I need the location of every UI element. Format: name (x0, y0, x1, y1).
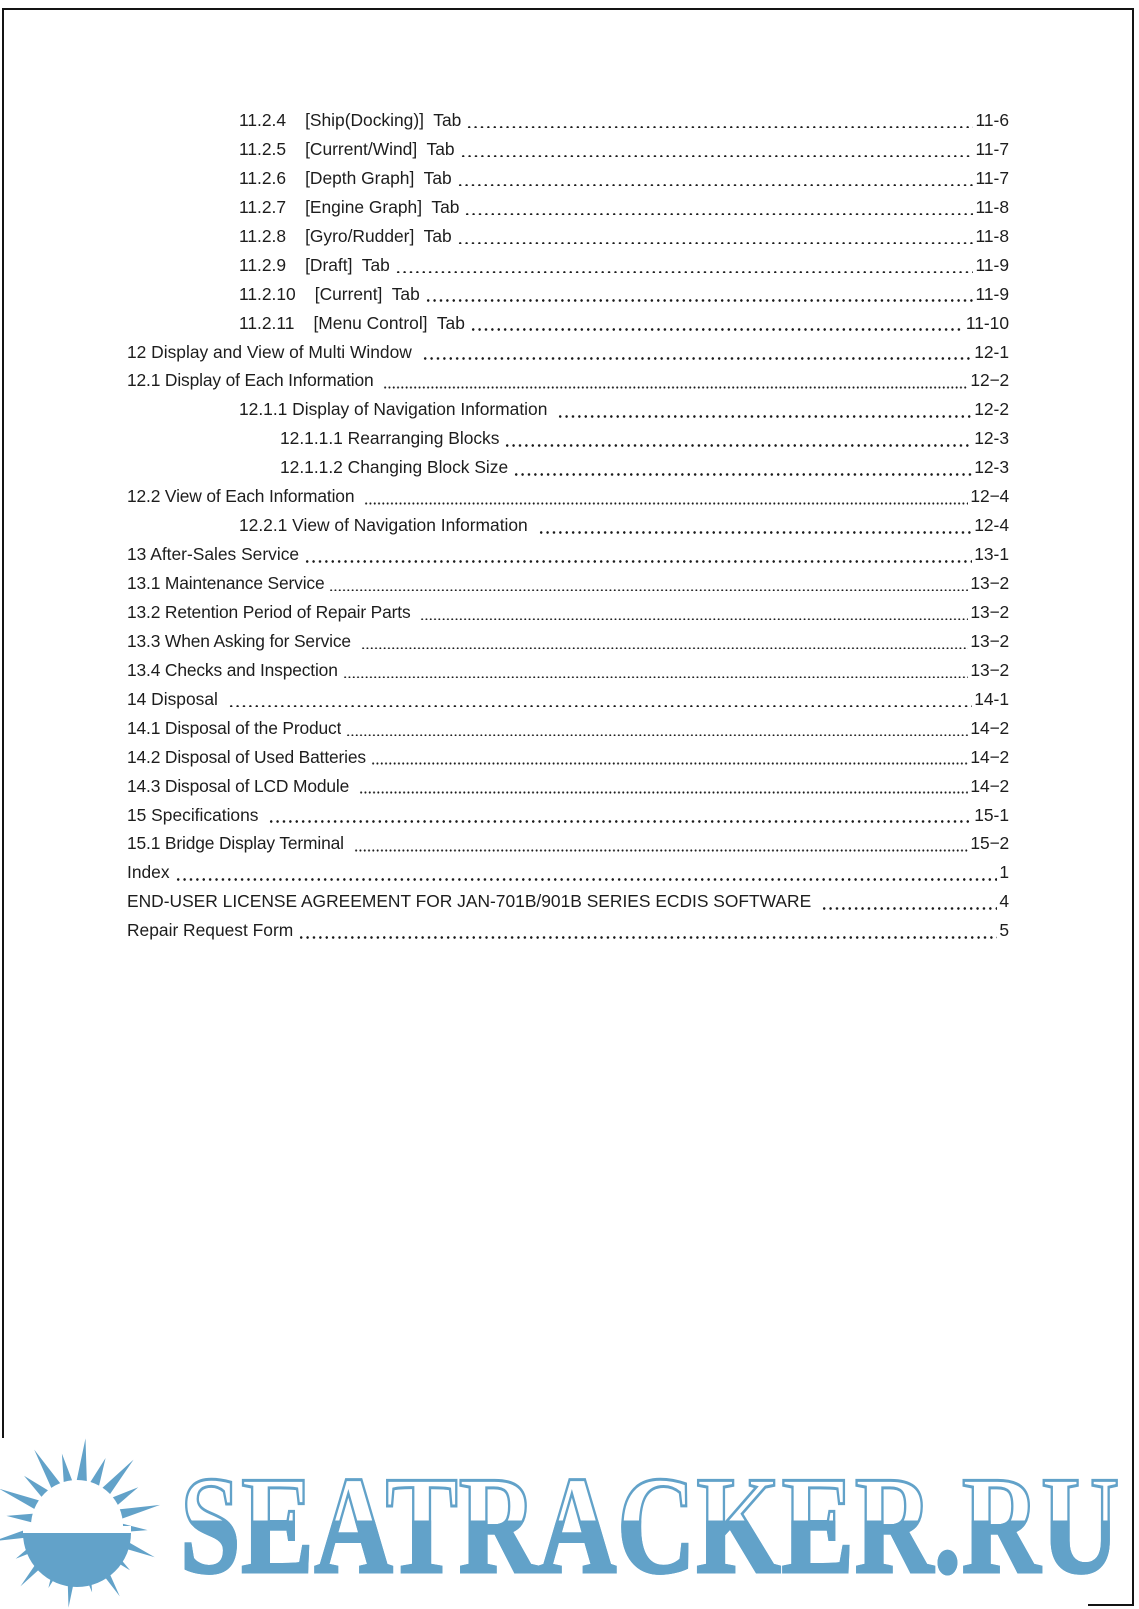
toc-entry[interactable] (127, 106, 1009, 135)
toc-entry[interactable] (127, 135, 1009, 164)
sun-reflection (23, 1533, 131, 1587)
dot-leader-icon (383, 386, 968, 389)
dot-leader-icon (504, 444, 972, 447)
toc-entry-page: 14−2 (970, 746, 1009, 767)
dot-leader-icon (466, 126, 973, 129)
toc-entry-number: 11.2.4 (239, 110, 287, 130)
dot-leader-icon (298, 936, 997, 939)
toc-entry-page: 11-10 (965, 312, 1009, 333)
toc-entry[interactable] (127, 482, 1009, 511)
toc-entry-title: 12.1 Display of Each Information (127, 370, 379, 391)
toc-entry-page: 15-1 (974, 804, 1009, 825)
toc-entry[interactable] (127, 540, 1009, 569)
table-of-contents (127, 106, 1009, 945)
toc-entry-page: 11-8 (975, 196, 1009, 217)
dot-leader-icon (343, 676, 969, 679)
toc-entry[interactable] (127, 453, 1009, 482)
dot-leader-icon (228, 705, 972, 708)
toc-entry-number: 11.2.6 (239, 167, 287, 188)
toc-entry-page: 13−2 (970, 630, 1009, 651)
toc-entry-page: 5 (999, 920, 1009, 941)
dot-leader-icon (464, 213, 973, 216)
toc-entry-title: 15.1 Bridge Display Terminal (127, 833, 349, 854)
toc-entry-page: 11-9 (975, 254, 1009, 275)
toc-entry-page: 14-1 (974, 688, 1009, 709)
toc-entry-title: 14.1 Disposal of the Product (127, 717, 342, 738)
toc-entry-page: 12-3 (974, 457, 1009, 478)
toc-entry-title: 12.2.1 View of Navigation Information (239, 515, 533, 536)
toc-entry[interactable] (127, 887, 1009, 916)
toc-entry[interactable] (127, 511, 1009, 540)
toc-entry-title: 13 After-Sales Service (127, 544, 300, 565)
toc-entry-title: [Ship(Docking)] Tab (305, 110, 462, 130)
toc-entry[interactable] (127, 338, 1009, 367)
toc-entry-page: 12−4 (970, 486, 1009, 507)
toc-entry-title: [Gyro/Rudder] Tab (305, 225, 452, 246)
toc-entry-page: 13-1 (974, 544, 1009, 565)
toc-entry[interactable] (127, 598, 1009, 627)
toc-entry[interactable] (127, 829, 1009, 858)
toc-entry-title: 12.2 View of Each Information (127, 486, 360, 507)
toc-entry-title: [Engine Graph] Tab (305, 196, 460, 217)
toc-entry-title: 13.1 Maintenance Service (127, 573, 325, 593)
toc-entry-page: 11-7 (975, 167, 1009, 188)
toc-entry-title: END-USER LICENSE AGREEMENT FOR JAN-701B/901B SERIES ECDIS SOFTWARE (127, 891, 817, 912)
dot-leader-icon (538, 531, 973, 534)
toc-entry-title: 14 Disposal (127, 688, 223, 709)
toc-entry-page: 12-4 (974, 515, 1009, 536)
toc-entry[interactable] (127, 569, 1009, 598)
toc-entry[interactable] (127, 801, 1009, 830)
toc-entry-page: 11-8 (975, 225, 1009, 246)
dot-leader-icon (346, 734, 968, 737)
toc-entry-title: 14.2 Disposal of Used Batteries (127, 746, 366, 767)
toc-entry-page: 11-9 (975, 283, 1009, 304)
toc-entry-page: 12-2 (974, 399, 1009, 420)
toc-entry-page: 13−2 (970, 573, 1009, 593)
dot-leader-icon (175, 878, 998, 881)
toc-entry-title: [Current/Wind] Tab (305, 138, 455, 159)
toc-entry-title: [Depth Graph] Tab (305, 167, 452, 188)
dot-leader-icon (304, 560, 972, 563)
dot-leader-icon (361, 647, 969, 650)
dot-leader-icon (371, 762, 968, 765)
dot-leader-icon (422, 357, 973, 360)
toc-entry[interactable] (127, 656, 1009, 685)
toc-entry-number: 11.2.8 (239, 225, 287, 246)
toc-entry-title: 12 Display and View of Multi Window (127, 341, 417, 362)
toc-entry-title: 13.2 Retention Period of Repair Parts (127, 601, 416, 622)
dot-leader-icon (420, 618, 968, 621)
toc-entry[interactable] (127, 743, 1009, 772)
toc-entry-title: Index (127, 862, 170, 883)
toc-entry-page: 12−2 (970, 370, 1009, 391)
toc-entry[interactable] (127, 772, 1009, 801)
toc-entry-page: 14−2 (970, 717, 1009, 738)
watermark-text: SEATRACKER.RU (180, 1448, 1121, 1603)
toc-entry[interactable] (127, 366, 1009, 395)
toc-entry-page: 12-1 (974, 341, 1009, 362)
toc-entry-title: 13.4 Checks and Inspection (127, 659, 338, 680)
toc-entry-number: 11.2.5 (239, 138, 287, 159)
dot-leader-icon (395, 271, 974, 274)
dot-leader-icon (425, 299, 974, 302)
toc-entry-title: 14.3 Disposal of LCD Module (127, 775, 354, 796)
dot-leader-icon (557, 415, 972, 418)
toc-entry-title: 12.1.1.2 Changing Block Size (280, 457, 509, 478)
toc-entry-page: 13−2 (970, 601, 1009, 622)
toc-entry-title: 15 Specifications (127, 804, 264, 825)
toc-entry[interactable] (127, 424, 1009, 453)
dot-leader-icon (457, 242, 974, 245)
toc-entry[interactable] (127, 916, 1009, 945)
toc-entry-page: 4 (999, 891, 1009, 912)
toc-entry-number: 11.2.9 (239, 254, 287, 275)
sun-logo-icon (0, 1423, 177, 1609)
toc-entry-number: 11.2.10 (239, 283, 296, 304)
toc-entry[interactable] (127, 395, 1009, 424)
toc-entry-page: 14−2 (970, 775, 1009, 796)
toc-entry[interactable] (127, 714, 1009, 743)
dot-leader-icon (470, 328, 964, 331)
dot-leader-icon (268, 820, 972, 823)
toc-entry-title: [Draft] Tab (305, 254, 390, 275)
toc-entry-title: 12.1.1 Display of Navigation Information (239, 399, 553, 420)
dot-leader-icon (364, 502, 968, 505)
toc-entry-page: 12-3 (974, 428, 1009, 449)
toc-entry-title: [Current] Tab (314, 283, 420, 304)
toc-entry[interactable] (127, 164, 1009, 193)
toc-entry[interactable] (127, 280, 1009, 309)
toc-entry[interactable] (127, 627, 1009, 656)
toc-entry-number: 11.2.7 (239, 196, 287, 217)
dot-leader-icon (460, 155, 974, 158)
toc-entry[interactable] (127, 858, 1009, 887)
toc-entry-number: 11.2.11 (239, 312, 295, 333)
dot-leader-icon (513, 473, 972, 476)
toc-entry-page: 11-7 (975, 138, 1009, 159)
dot-leader-icon (821, 907, 997, 910)
dot-leader-icon (329, 589, 968, 592)
toc-entry-title: [Menu Control] Tab (313, 312, 465, 333)
toc-entry-title: 13.3 When Asking for Service (127, 630, 356, 651)
toc-entry-title: 12.1.1.1 Rearranging Blocks (280, 428, 500, 449)
toc-entry-page: 13−2 (970, 659, 1009, 680)
toc-entry-page: 11-6 (975, 110, 1009, 130)
dot-leader-icon (457, 184, 974, 187)
toc-entry-page: 15−2 (970, 833, 1009, 854)
toc-entry[interactable] (127, 685, 1009, 714)
toc-entry-page: 1 (999, 862, 1009, 883)
dot-leader-icon (359, 791, 969, 794)
toc-entry[interactable] (127, 222, 1009, 251)
toc-entry[interactable] (127, 309, 1009, 338)
dot-leader-icon (354, 849, 969, 852)
toc-entry[interactable] (127, 251, 1009, 280)
toc-entry-title: Repair Request Form (127, 920, 294, 941)
toc-entry[interactable] (127, 193, 1009, 222)
